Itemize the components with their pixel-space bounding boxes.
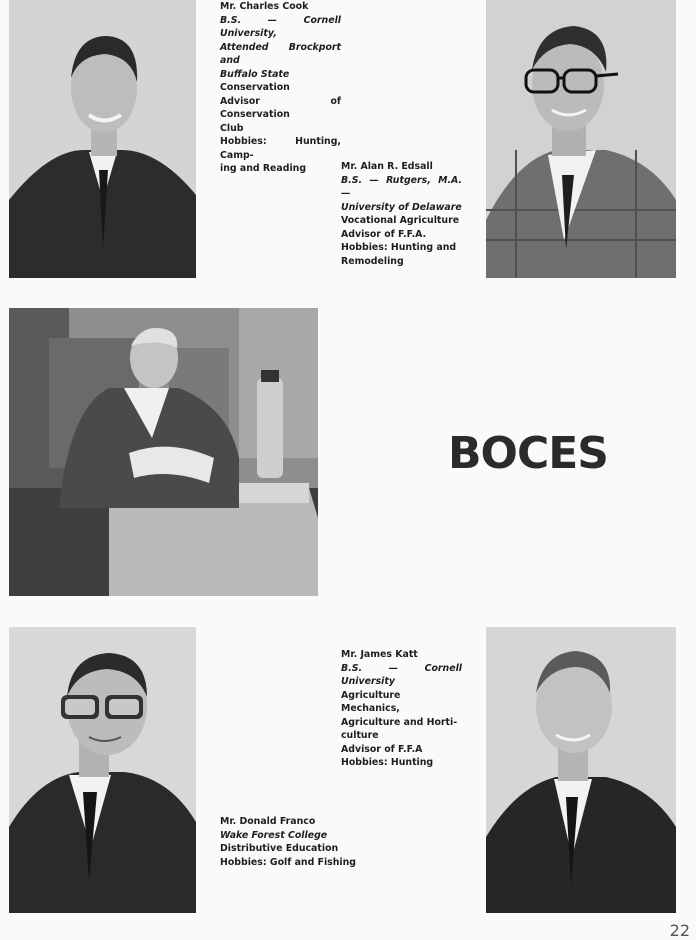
teacher-name: Mr. Alan R. Edsall	[341, 161, 433, 172]
hobbies-line: Hobbies: Hunting and	[341, 242, 457, 253]
subject-line: culture	[341, 730, 379, 741]
portrait-alan-edsall	[486, 0, 676, 278]
portrait-donald-franco	[9, 627, 196, 913]
caption-james-katt	[341, 648, 462, 770]
hobbies-line: Hobbies: Hunting, Camp-	[220, 136, 341, 161]
education-line: B.S. — Cornell University	[341, 662, 462, 687]
advisor-line: Club	[220, 122, 244, 134]
portrait-james-katt	[486, 627, 676, 913]
subject-line: Conservation	[220, 82, 290, 93]
advisor-line: Advisor of F.F.A	[341, 743, 423, 755]
caption-alan-edsall	[341, 160, 462, 268]
subject-line: Agriculture Mechanics,	[341, 689, 401, 714]
education-line: Attended Brockport and	[220, 41, 341, 66]
subject-line: Vocational Agriculture	[341, 215, 460, 226]
caption-charles-cook	[220, 0, 341, 176]
photo-teacher-reading-at-desk	[9, 308, 318, 596]
section-title: BOCES	[448, 428, 608, 479]
hobbies-line: Hobbies: Golf and Fishing	[220, 856, 357, 868]
hobbies-line: Hobbies: Hunting	[341, 757, 434, 768]
education-line: University of Delaware	[341, 201, 462, 213]
caption-donald-franco	[220, 815, 360, 869]
portrait-charles-cook	[9, 0, 196, 278]
teacher-name: Mr. Donald Franco	[220, 816, 316, 827]
page-number: 22	[669, 921, 690, 940]
education-line: Wake Forest College	[220, 829, 328, 841]
advisor-line: Advisor of Conservation	[220, 95, 341, 120]
advisor-line: Advisor of F.F.A.	[341, 228, 427, 240]
education-line: B.S. — Cornell University,	[220, 14, 341, 39]
subject-line: Agriculture and Horti-	[341, 716, 458, 728]
education-line: B.S. — Rutgers, M.A. —	[341, 174, 462, 199]
teacher-name: Mr. Charles Cook	[220, 1, 309, 12]
education-line: Buffalo State	[220, 68, 290, 80]
subject-line: Distributive Education	[220, 843, 339, 854]
teacher-name: Mr. James Katt	[341, 649, 418, 660]
hobbies-line: ing and Reading	[220, 163, 307, 174]
hobbies-line: Remodeling	[341, 255, 404, 267]
